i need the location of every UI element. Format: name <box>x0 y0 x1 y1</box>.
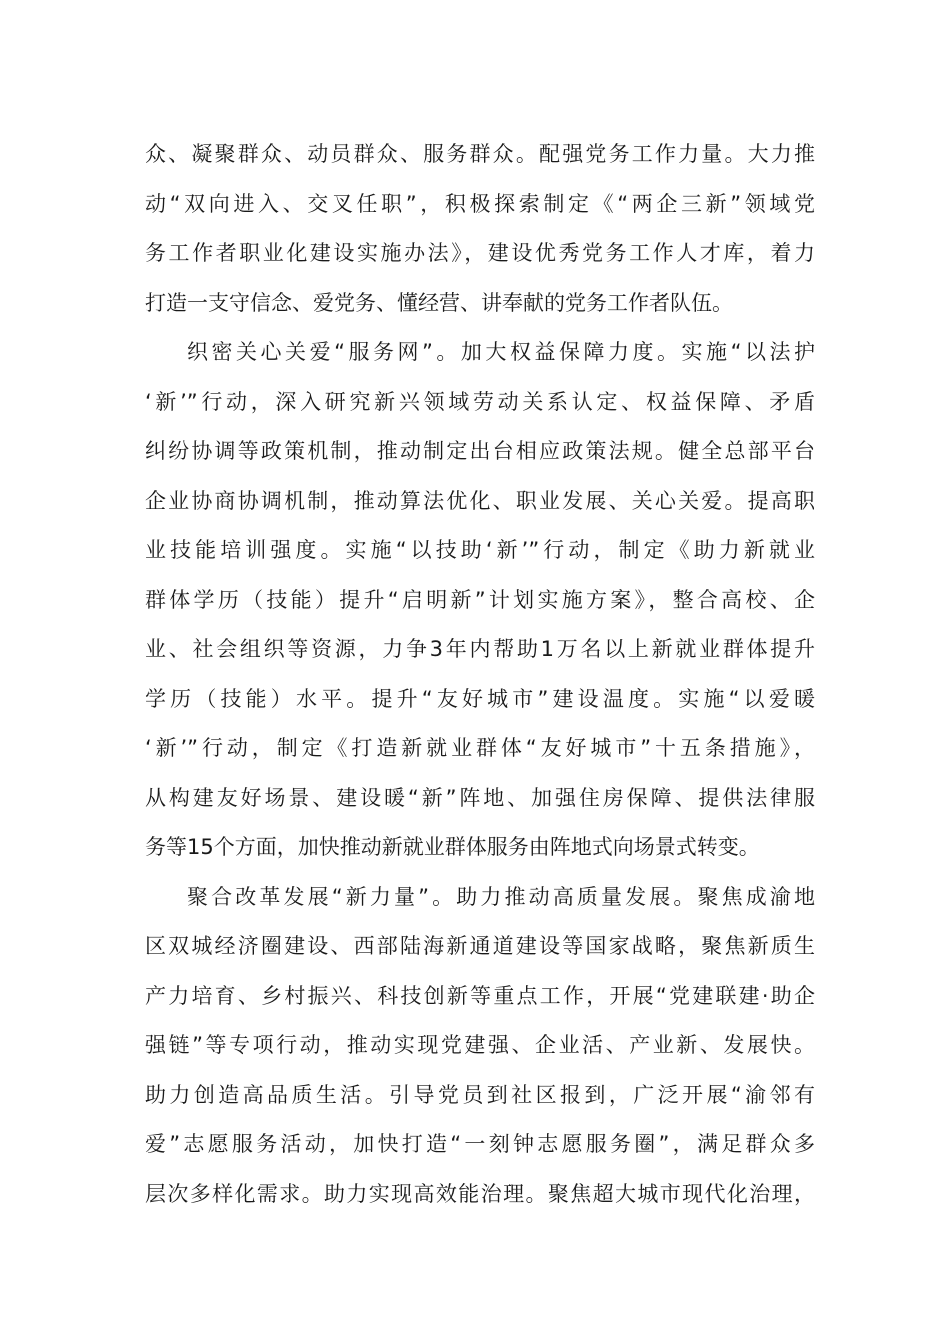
text-line: 众、凝聚群众、动员群众、服务群众。配强党务工作力量。大力推 <box>145 142 815 166</box>
text-line: 爱”志愿服务活动，加快打造“一刻钟志愿服务圈”，满足群众多 <box>145 1132 815 1156</box>
paragraph-start-line: 聚合改革发展“新力量”。助力推动高质量发展。聚焦成渝地 <box>187 884 815 909</box>
text-line: 务等15个方面，加快推动新就业群体服务由阵地式向场景式转变。 <box>145 835 760 859</box>
text-line: 业、社会组织等资源，力争3年内帮助1万名以上新就业群体提升 <box>145 637 815 661</box>
text-line: 产力培育、乡村振兴、科技创新等重点工作，开展“党建联建·助企 <box>145 983 815 1008</box>
text-line: 学历（技能）水平。提升“友好城市”建设温度。实施“以爱暖 <box>145 686 815 711</box>
text-line: 务工作者职业化建设实施办法》，建设优秀党务工作人才库，着力 <box>145 241 815 265</box>
body-text <box>145 130 815 1219</box>
text-line: 从构建友好场景、建设暖“新”阵地、加强住房保障、提供法律服 <box>145 785 815 810</box>
text-line: 企业协商协调机制，推动算法优化、职业发展、关心关爱。提高职 <box>145 488 815 513</box>
text-line: 区双城经济圈建设、西部陆海新通道建设等国家战略，聚焦新质生 <box>145 934 815 958</box>
text-line: 业技能培训强度。实施“以技助‘新’”行动，制定《助力新就业 <box>145 538 815 562</box>
text-line: 动“双向进入、交叉任职”，积极探索制定《“两企三新”领域党 <box>145 191 815 216</box>
text-line: 层次多样化需求。助力实现高效能治理。聚焦超大城市现代化治理， <box>145 1181 815 1206</box>
text-line: 打造一支守信念、爱党务、懂经营、讲奉献的党务工作者队伍。 <box>145 290 733 315</box>
text-line: 群体学历（技能）提升“启明新”计划实施方案》，整合高校、企 <box>145 587 815 612</box>
paragraph-start-line: 织密关心关爱“服务网”。加大权益保障力度。实施“以法护 <box>187 340 815 364</box>
text-line: 强链”等专项行动，推动实现党建强、企业活、产业新、发展快。 <box>145 1033 815 1057</box>
text-line: 助力创造高品质生活。引导党员到社区报到，广泛开展“渝邻有 <box>145 1082 815 1107</box>
text-line: 纠纷协调等政策机制，推动制定出台相应政策法规。健全总部平台 <box>145 439 815 463</box>
text-line: ‘新’”行动，深入研究新兴领域劳动关系认定、权益保障、矛盾 <box>145 389 815 414</box>
text-line: ‘新’”行动，制定《打造新就业群体“友好城市”十五条措施》， <box>145 736 815 760</box>
